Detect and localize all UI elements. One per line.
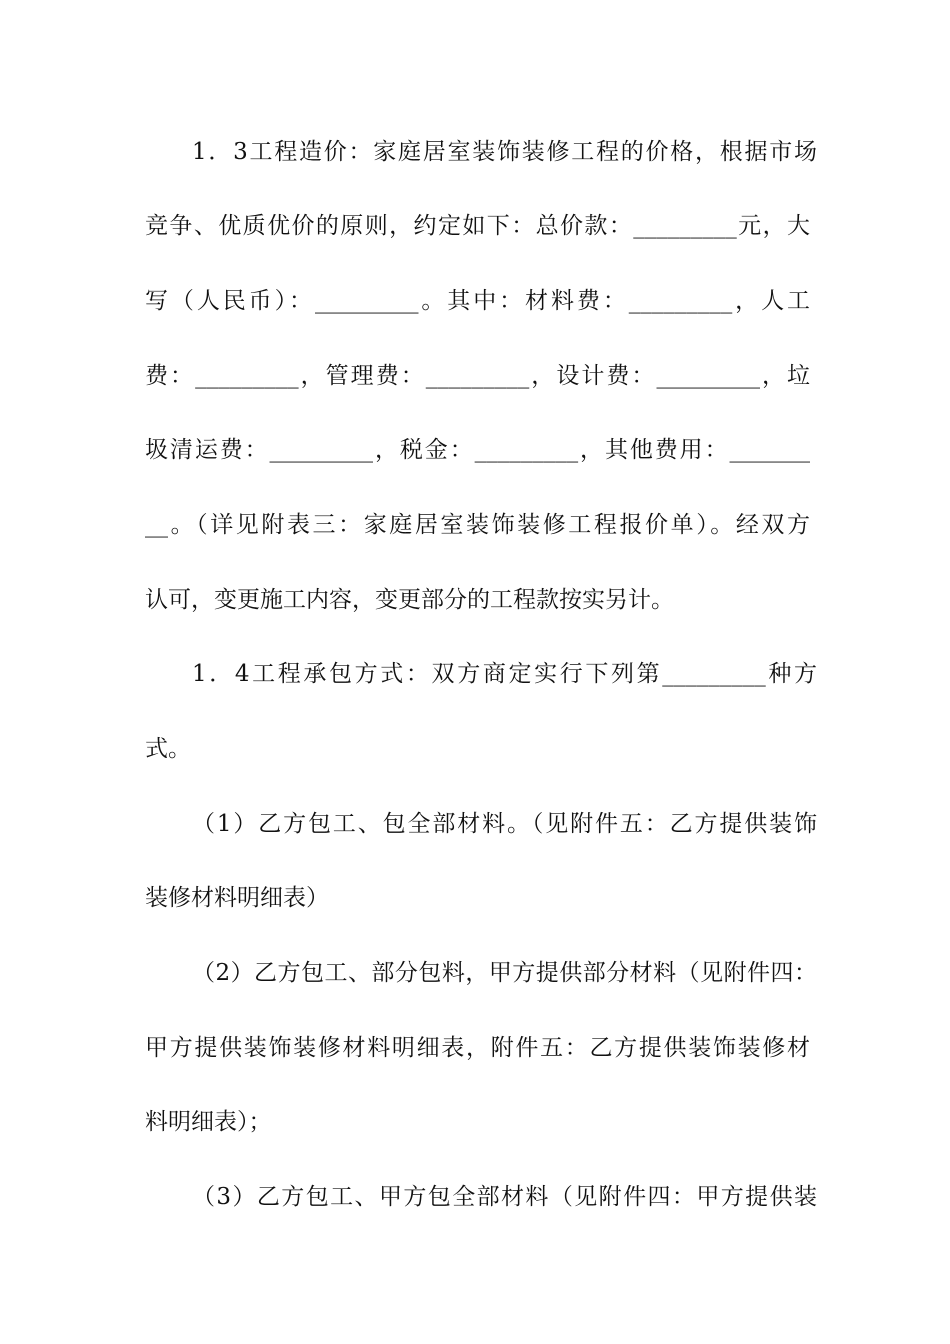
option-1-line-1: （1）乙方包工、包全部材料。（见附件五：乙方提供装饰 bbox=[192, 811, 817, 837]
clause-1-3-line-5: 圾清运费：_________，税金：_________，其他费用：_______ bbox=[145, 437, 810, 463]
option-2-line-2: 甲方提供装饰装修材料明细表，附件五：乙方提供装饰装修材 bbox=[145, 1035, 810, 1061]
clause-1-4-line-1: 1．4工程承包方式：双方商定实行下列第_________种方 bbox=[192, 661, 817, 687]
clause-1-3-line-4: 费：_________，管理费：_________，设计费：_________，垃 bbox=[145, 363, 810, 389]
clause-1-3-line-2: 竞争、优质优价的原则，约定如下：总价款：_________元，大 bbox=[145, 213, 810, 239]
clause-1-4-line-2: 式。 bbox=[145, 736, 191, 762]
clause-1-3-line-7: 认可，变更施工内容，变更部分的工程款按实另计。 bbox=[145, 587, 674, 613]
clause-1-3-line-6: __。（详见附表三：家庭居室装饰装修工程报价单）。经双方 bbox=[145, 512, 810, 538]
clause-1-3-line-1: 1．3工程造价：家庭居室装饰装修工程的价格，根据市场 bbox=[192, 139, 817, 165]
clause-1-3-line-3: 写（人民币）：_________。其中：材料费：_________，人工 bbox=[145, 288, 810, 314]
option-2-line-3: 料明细表）； bbox=[145, 1109, 272, 1135]
option-3-line-1: （3）乙方包工、甲方包全部材料（见附件四：甲方提供装 bbox=[192, 1184, 817, 1210]
option-1-line-2: 装修材料明细表） bbox=[145, 885, 329, 911]
option-2-line-1: （2）乙方包工、部分包料，甲方提供部分材料（见附件四： bbox=[192, 960, 817, 986]
